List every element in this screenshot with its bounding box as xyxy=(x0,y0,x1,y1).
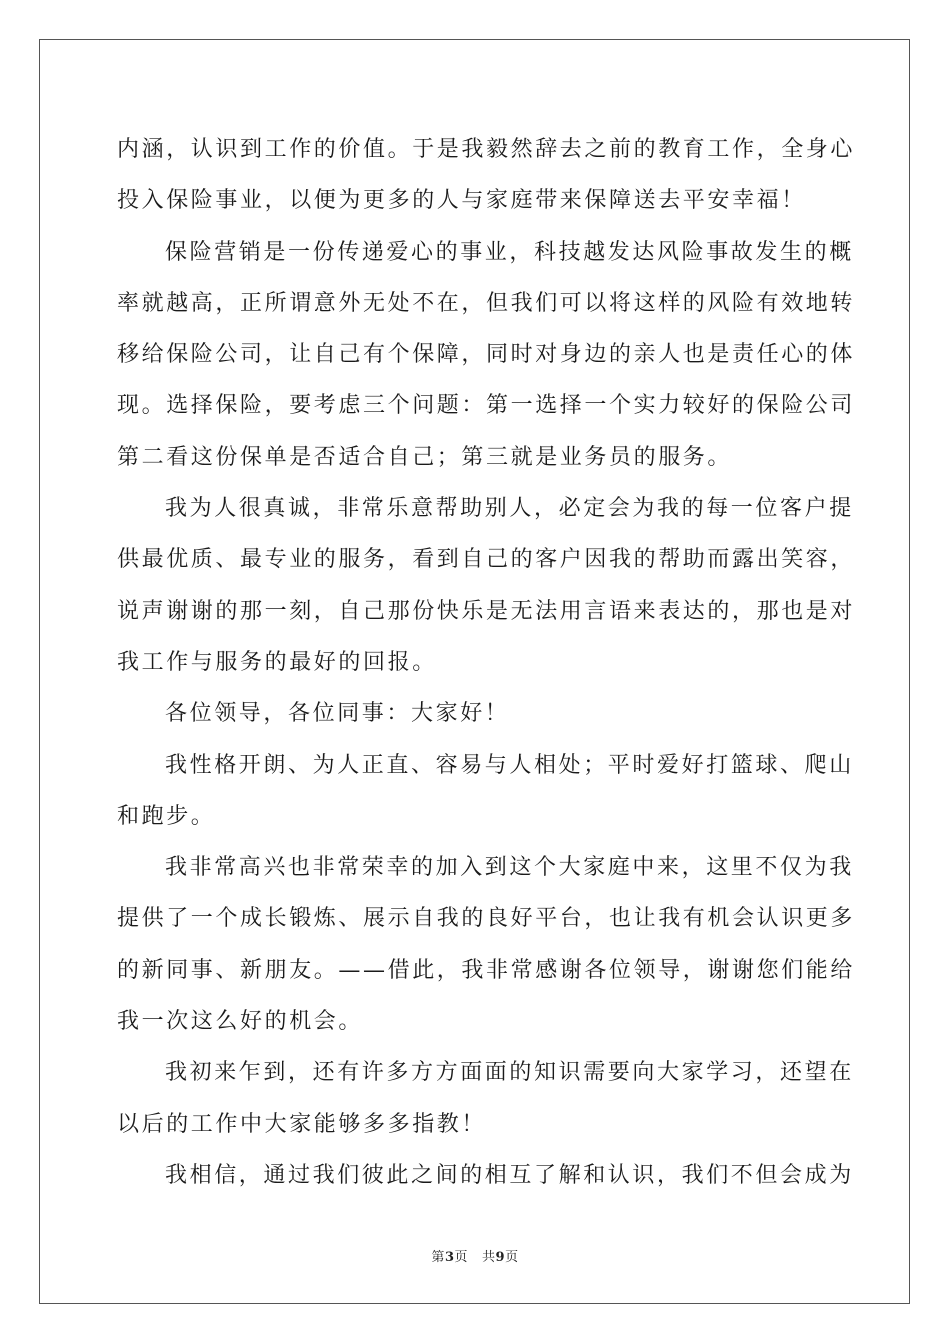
text-line: 现。选择保险，要考虑三个问题：第一选择一个实力较好的保险公司 xyxy=(117,393,856,419)
paragraph-start-line: 我初来乍到，还有许多方方面面的知识需要向大家学习，还望在 xyxy=(165,1060,854,1086)
page-number: 3 xyxy=(444,1250,455,1265)
page-suffix: 页 xyxy=(454,1250,468,1265)
text-line: 的新同事、新朋友。——借此，我非常感谢各位领导，谢谢您们能给 xyxy=(117,957,856,983)
paragraph-start-line: 我非常高兴也非常荣幸的加入到这个大家庭中来，这里不仅为我 xyxy=(165,855,854,881)
paragraph-start-line: 我相信，通过我们彼此之间的相互了解和认识，我们不但会成为 xyxy=(165,1162,854,1188)
paragraph-start-line: 保险营销是一份传递爱心的事业，科技越发达风险事故发生的概 xyxy=(165,239,854,265)
greeting-line: 各位领导，各位同事：大家好！ xyxy=(165,701,510,727)
paragraph-start-line: 我为人很真诚，非常乐意帮助别人，必定会为我的每一位客户提 xyxy=(165,496,854,522)
text-line: 和跑步。 xyxy=(117,803,216,829)
text-line: 率就越高，正所谓意外无处不在，但我们可以将这样的风险有效地转 xyxy=(117,290,856,316)
text-line: 我工作与服务的最好的回报。 xyxy=(117,649,437,675)
page-footer xyxy=(0,1246,950,1265)
text-line: 供最优质、最专业的服务，看到自己的客户因我的帮助而露出笑容， xyxy=(117,547,856,573)
total-suffix: 页 xyxy=(505,1250,519,1265)
text-line: 投入保险事业，以便为更多的人与家庭带来保障送去平安幸福！ xyxy=(117,188,806,214)
total-pages: 9 xyxy=(495,1250,506,1265)
text-line: 内涵，认识到工作的价值。于是我毅然辞去之前的教育工作，全身心 xyxy=(117,137,856,162)
document-body xyxy=(117,124,856,1201)
text-line: 提供了一个成长锻炼、展示自我的良好平台，也让我有机会认识更多 xyxy=(117,906,856,932)
paragraph-start-line: 我性格开朗、为人正直、容易与人相处；平时爱好打篮球、爬山 xyxy=(165,752,854,778)
total-prefix: 共 xyxy=(482,1250,496,1265)
page-prefix: 第 xyxy=(431,1250,445,1265)
text-line: 我一次这么好的机会。 xyxy=(117,1009,364,1035)
text-line: 以后的工作中大家能够多多指教！ xyxy=(117,1111,487,1137)
text-line: 第二看这份保单是否适合自己；第三就是业务员的服务。 xyxy=(117,444,733,470)
text-line: 说声谢谢的那一刻，自己那份快乐是无法用言语来表达的，那也是对 xyxy=(117,598,856,624)
text-line: 移给保险公司，让自己有个保障，同时对身边的亲人也是责任心的体 xyxy=(117,342,856,368)
